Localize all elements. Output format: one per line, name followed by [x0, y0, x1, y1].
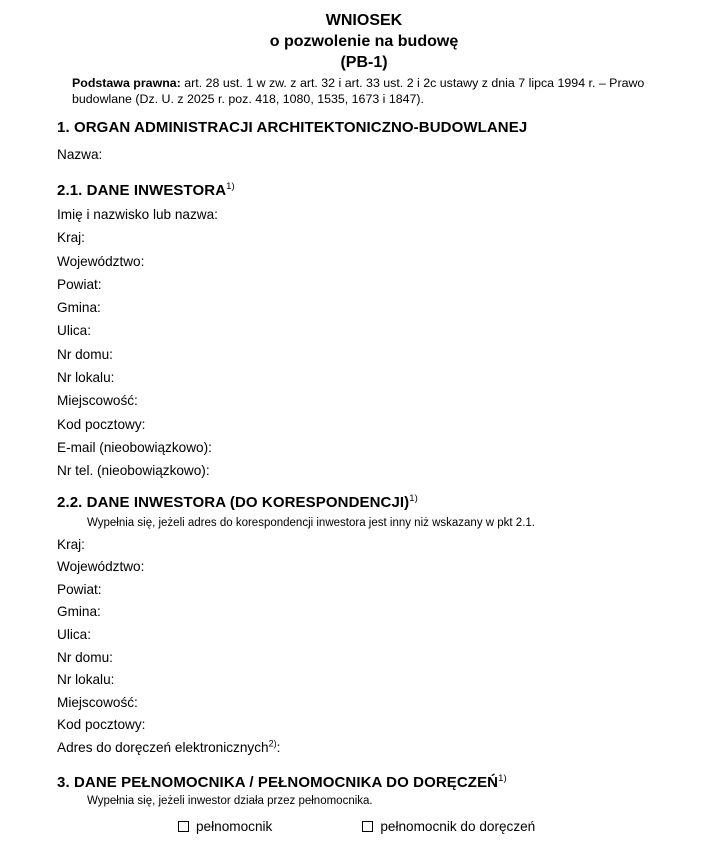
- field-label: Ulica:: [57, 323, 91, 339]
- field-label-suffix: :: [276, 739, 281, 755]
- field-label: Imię i nazwisko lub nazwa:: [57, 207, 218, 222]
- field-label: Kod pocztowy:: [57, 416, 146, 432]
- section-3-heading-text: 3. DANE PEŁNOMOCNIKA / PEŁNOMOCNIKA DO DORĘCZEŃ: [57, 773, 499, 791]
- form-title: [57, 10, 671, 73]
- field-wojewodztwo: [57, 560, 671, 583]
- field-ulica: [57, 628, 671, 651]
- field-miejscowosc: [57, 394, 671, 417]
- field-kod-pocztowy: [57, 418, 671, 441]
- field-nr-domu: [57, 651, 671, 674]
- field-kraj: [57, 231, 671, 254]
- field-gmina: [57, 301, 671, 324]
- field-label: Kraj:: [57, 230, 85, 246]
- field-label: Nazwa:: [57, 147, 103, 162]
- field-nr-lokalu: [57, 371, 671, 394]
- section-2-2-note: Wypełnia się, jeżeli adres do korespondencji inwestora jest inny niż wskazany w pkt 2.1.: [87, 516, 535, 529]
- legal-basis: [72, 76, 670, 107]
- field-label: Adres do doręczeń elektronicznych: [57, 739, 269, 755]
- field-nr-domu: [57, 348, 671, 371]
- field-kod-pocztowy: [57, 718, 671, 741]
- field-label: Nr domu:: [57, 346, 113, 362]
- field-miejscowosc: [57, 696, 671, 719]
- form-title-line-1: WNIOSEK: [325, 12, 403, 29]
- form-title-line-3: (PB-1): [340, 54, 388, 71]
- section-3-heading: [57, 772, 671, 791]
- legal-basis-text: art. 28 ust. 1 w zw. z art. 32 i art. 33 ust. 2 i 2c ustawy z dnia 7 lipca 1994 r. – Prawo budowlane (Dz. U. z 2025 r. poz. 418, 1080, 1535, 1673 i 1847).: [72, 76, 645, 106]
- field-label: Powiat:: [57, 581, 102, 597]
- field-powiat: [57, 583, 671, 606]
- field-gmina: [57, 605, 671, 628]
- field-imie-nazwisko: [57, 208, 671, 231]
- section-2-2-heading-text: 2.2. DANE INWESTORA (DO KORESPONDENCJI): [57, 493, 410, 511]
- footnote-ref-1: 1): [409, 492, 418, 504]
- field-powiat: [57, 278, 671, 301]
- checkbox-icon[interactable]: [362, 821, 373, 832]
- section-2-2-fields: [57, 538, 671, 764]
- section-2-2-heading: [57, 492, 671, 511]
- checkbox-label: pełnomocnik: [196, 818, 273, 834]
- field-label: Kod pocztowy:: [57, 717, 146, 733]
- checkbox-icon[interactable]: [178, 821, 189, 832]
- footnote-ref-1: 1): [226, 181, 235, 192]
- field-label: E-mail (nieobowiązkowo):: [57, 439, 212, 455]
- field-label: Gmina:: [57, 300, 101, 316]
- footnote-ref-2: 2): [268, 738, 277, 749]
- section-2-1-heading: [57, 183, 671, 199]
- field-label: Nr lokalu:: [57, 672, 115, 688]
- section-3-note: Wypełnia się, jeżeli inwestor działa przez pełnomocnika.: [87, 794, 373, 807]
- section-2-1-fields: [57, 208, 671, 488]
- checkbox-pelnomocnik-do-doreczen[interactable]: [362, 820, 535, 834]
- legal-basis-label: Podstawa prawna:: [72, 76, 181, 90]
- field-adres-doreczen-elektronicznych: [57, 738, 671, 764]
- checkbox-label: pełnomocnik do doręczeń: [380, 818, 536, 834]
- field-label: Nr lokalu:: [57, 370, 115, 386]
- field-label: Nr domu:: [57, 649, 113, 665]
- field-label: Nr tel. (nieobowiązkowo):: [57, 463, 210, 479]
- section-1-heading: 1. ORGAN ADMINISTRACJI ARCHITEKTONICZNO-BUDOWLANEJ: [57, 119, 528, 136]
- form-title-line-2: o pozwolenie na budowę: [269, 33, 459, 50]
- field-label: Powiat:: [57, 276, 102, 292]
- checkbox-pelnomocnik[interactable]: [178, 820, 272, 834]
- field-label: Województwo:: [57, 559, 145, 575]
- field-label: Kraj:: [57, 536, 85, 552]
- field-label: Województwo:: [57, 253, 145, 269]
- field-label: Miejscowość:: [57, 694, 138, 710]
- field-ulica: [57, 324, 671, 347]
- footnote-ref-1: 1): [498, 772, 507, 784]
- field-nr-tel: [57, 464, 671, 487]
- section-3-checkbox-row: [178, 820, 671, 834]
- field-label: Miejscowość:: [57, 393, 138, 409]
- field-label: Ulica:: [57, 626, 91, 642]
- field-nr-lokalu: [57, 673, 671, 696]
- field-wojewodztwo: [57, 255, 671, 278]
- section-2-1-heading-text: 2.1. DANE INWESTORA: [57, 182, 227, 199]
- field-label: Gmina:: [57, 604, 101, 620]
- field-nazwa: [57, 148, 671, 162]
- field-email: [57, 441, 671, 464]
- field-kraj: [57, 538, 671, 561]
